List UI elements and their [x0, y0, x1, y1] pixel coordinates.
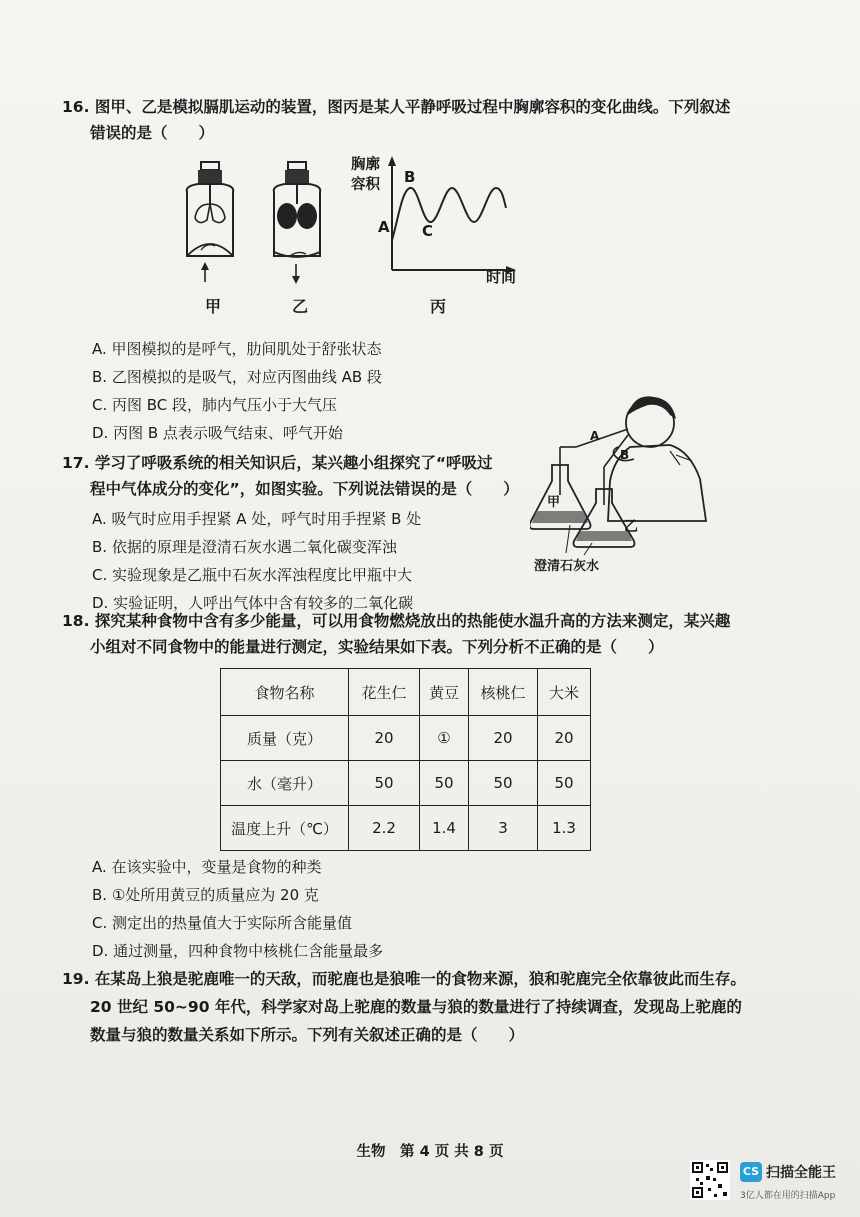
q17-option-a: A. 吸气时应用手捏紧 A 处，呼气时用手捏紧 B 处: [92, 510, 422, 528]
table-header-cell: 花生仁: [349, 669, 420, 716]
table-header-cell: 食物名称: [221, 669, 349, 716]
table-cell: 50: [538, 761, 591, 806]
label-yi: 乙: [292, 297, 309, 316]
tube-label-b: B: [620, 448, 630, 462]
q17-option-b: B. 依据的原理是澄清石灰水遇二氧化碳变浑浊: [92, 538, 397, 556]
q16-option-a: A. 甲图模拟的是呼气，肋间肌处于舒张状态: [92, 340, 382, 358]
table-cell: 水（毫升）: [221, 761, 349, 806]
q17-option-d: D. 实验证明，人呼出气体中含有较多的二氧化碳: [92, 594, 414, 612]
curve-point-b: B: [404, 168, 416, 186]
q19-stem-line2: 20 世纪 50~90 年代，科学家对岛上驼鹿的数量与狼的数量进行了持续调查，发现岛上驼鹿的: [90, 998, 742, 1016]
table-cell: 质量（克）: [221, 716, 349, 761]
table-cell: ①: [420, 716, 469, 761]
table-cell: 50: [349, 761, 420, 806]
table-cell: 2.2: [349, 806, 420, 851]
q17-stem-line1: 17. 学习了呼吸系统的相关知识后，某兴趣小组探究了“呼吸过: [62, 454, 493, 472]
food-energy-table: [220, 668, 591, 851]
table-cell: 1.4: [420, 806, 469, 851]
label-bing: 丙: [430, 297, 447, 316]
bell-jar-figure-jia: [175, 160, 245, 290]
q16-option-d: D. 丙图 B 点表示吸气结束、呼气开始: [92, 424, 343, 442]
q19-stem-line3: 数量与狼的数量关系如下所示。下列有关叙述正确的是（ ）: [90, 1026, 525, 1044]
table-row: [221, 806, 591, 851]
table-cell: 3: [469, 806, 538, 851]
camscanner-tagline: 3亿人都在用的扫描App: [740, 1191, 836, 1201]
curve-ylabel-2: 容积: [351, 177, 380, 193]
q19-stem-line1: 19. 在某岛上狼是驼鹿唯一的天敌，而驼鹿也是狼唯一的食物来源，狼和驼鹿完全依靠彼此而生存。: [62, 970, 746, 988]
table-row: [221, 761, 591, 806]
table-row: [221, 716, 591, 761]
breathing-experiment-figure: [530, 385, 720, 570]
q17-stem-line2: 程中气体成分的变化”，如图实验。下列说法错误的是（ ）: [90, 480, 519, 498]
camscanner-logo: CS: [740, 1162, 762, 1182]
q18-option-a: A. 在该实验中，变量是食物的种类: [92, 858, 322, 876]
curve-point-c: C: [422, 222, 434, 240]
camscanner-name: 扫描全能王: [766, 1165, 836, 1181]
table-cell: 50: [469, 761, 538, 806]
curve-ylabel-1: 胸廓: [351, 157, 380, 173]
table-cell: 20: [538, 716, 591, 761]
flask-label-yi: 乙: [624, 519, 638, 535]
table-cell: 1.3: [538, 806, 591, 851]
table-cell: 20: [469, 716, 538, 761]
curve-point-a: A: [378, 218, 390, 236]
q17-option-c: C. 实验现象是乙瓶中石灰水浑浊程度比甲瓶中大: [92, 566, 413, 584]
q16-option-b: B. 乙图模拟的是吸气，对应丙图曲线 AB 段: [92, 368, 382, 386]
tube-label-a: A: [590, 429, 600, 443]
lime-water-label: 澄清石灰水: [534, 559, 600, 574]
q18-stem-line2: 小组对不同食物中的能量进行测定，实验结果如下表。下列分析不正确的是（ ）: [90, 638, 664, 656]
table-cell: 20: [349, 716, 420, 761]
qr-code-icon: [690, 1160, 730, 1200]
table-header-cell: 大米: [538, 669, 591, 716]
label-jia: 甲: [205, 297, 222, 316]
table-header-cell: 核桃仁: [469, 669, 538, 716]
q18-option-c: C. 测定出的热量值大于实际所含能量值: [92, 914, 353, 932]
table-cell: 温度上升（℃）: [221, 806, 349, 851]
q16-option-c: C. 丙图 BC 段，肺内气压小于大气压: [92, 396, 338, 414]
curve-xlabel: 时间: [486, 268, 517, 286]
q18-option-b: B. ①处所用黄豆的质量应为 20 克: [92, 886, 319, 904]
table-header-row: [221, 669, 591, 716]
page-footer: 生物 第 4 页 共 8 页: [356, 1144, 504, 1160]
bell-jar-figure-yi: [262, 160, 332, 290]
q16-stem-line2: 错误的是（ ）: [90, 124, 215, 142]
table-header-cell: 黄豆: [420, 669, 469, 716]
q16-stem-line1: 16. 图甲、乙是模拟膈肌运动的装置，图丙是某人平静呼吸过程中胸廓容积的变化曲线。下列叙述: [62, 98, 731, 116]
q18-option-d: D. 通过测量，四种食物中核桃仁含能量最多: [92, 942, 384, 960]
table-cell: 50: [420, 761, 469, 806]
q18-stem-line1: 18. 探究某种食物中含有多少能量，可以用食物燃烧放出的热能使水温升高的方法来测定，某兴趣: [62, 612, 731, 630]
flask-label-jia: 甲: [547, 495, 561, 510]
